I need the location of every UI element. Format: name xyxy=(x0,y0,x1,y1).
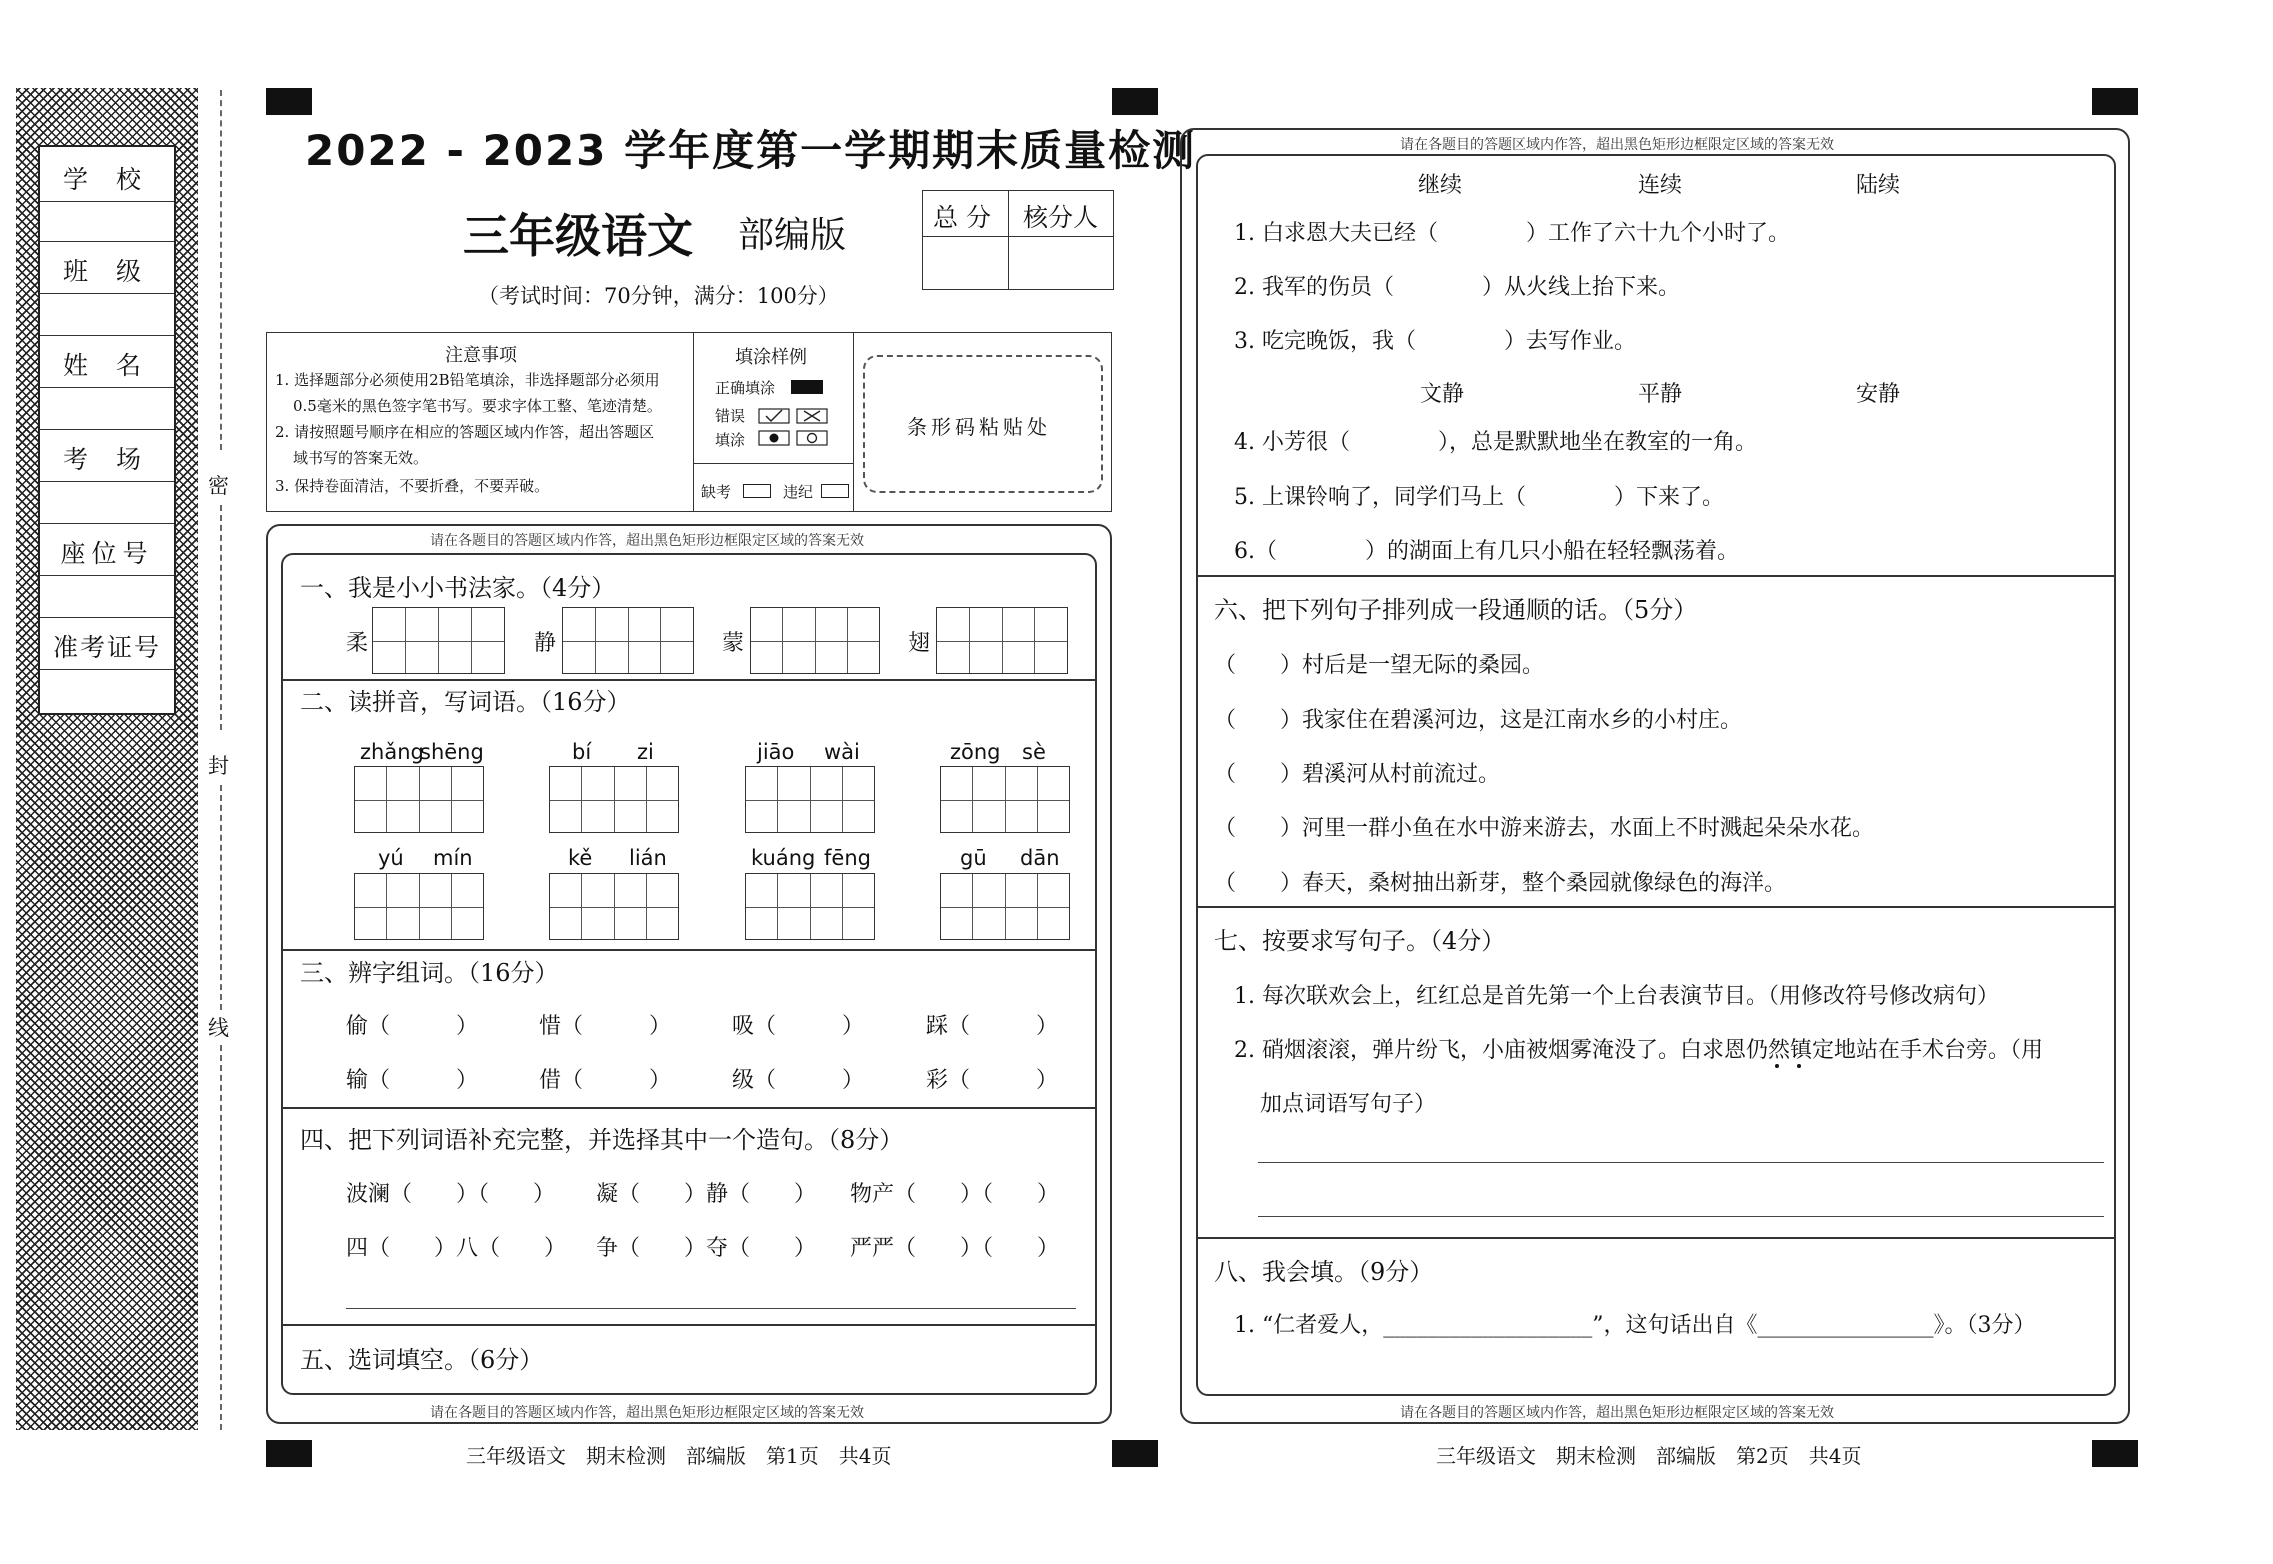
answer-line[interactable] xyxy=(1258,1162,2104,1163)
q3-item: 级（ ） xyxy=(732,1068,865,1093)
q5-word-option: 连续 xyxy=(1638,173,1683,198)
barcode-label: 条形码粘贴处 xyxy=(907,415,1051,439)
q6-item: （ ）我家住在碧溪河边，这是江南水乡的小村庄。 xyxy=(1214,708,1743,733)
name-label: 姓 名 xyxy=(63,351,151,380)
q5-item: 3. 吃完晚饭，我（ ）去写作业。 xyxy=(1234,329,1636,354)
seat-number-label: 座位号 xyxy=(60,539,154,568)
q6-item: （ ）春天，桑树抽出新芽，整个桑园就像绿色的海洋。 xyxy=(1214,871,1787,896)
page2-footer: 三年级语文 期末检测 部编版 第2页 共4页 xyxy=(1436,1444,1862,1468)
writing-grid[interactable] xyxy=(549,766,679,833)
q5-word-option: 安静 xyxy=(1856,382,1901,407)
writing-grid[interactable] xyxy=(745,873,875,940)
notes-line: 2. 请按照题号顺序在相应的答题区域内作答，超出答题区 xyxy=(275,423,655,441)
writing-grid[interactable] xyxy=(940,873,1070,940)
wrong-fill-examples-icon xyxy=(757,407,837,447)
registration-mark xyxy=(266,88,312,115)
q1-char: 蒙 xyxy=(722,631,745,656)
q3-title: 三、辨字组词。（16分） xyxy=(300,959,559,987)
writing-grid[interactable] xyxy=(549,873,679,940)
seal-line xyxy=(220,90,222,450)
section-divider xyxy=(281,1107,1097,1109)
section-divider xyxy=(1196,575,2116,577)
pinyin: dān xyxy=(1020,846,1060,870)
exam-room-label: 考 场 xyxy=(63,445,151,474)
q5-word-option: 平静 xyxy=(1638,382,1683,407)
notes-line: 0.5毫米的黑色签字笔书写。要求字体工整、笔迹清楚。 xyxy=(293,397,662,415)
pinyin: sè xyxy=(1022,740,1046,764)
registration-mark xyxy=(1112,1440,1158,1467)
fill-correct-label: 正确填涂 xyxy=(715,379,776,397)
answer-area-warning: 请在各题目的答题区域内作答，超出黑色矩形边框限定区域的答案无效 xyxy=(430,533,864,549)
q5-item: 2. 我军的伤员（ ）从火线上抬下来。 xyxy=(1234,275,1680,300)
registration-mark xyxy=(2092,88,2138,115)
q4-item: 严严（ ）（ ） xyxy=(850,1236,1060,1261)
pinyin: wài xyxy=(824,740,860,764)
q1-title: 一、我是小小书法家。（4分） xyxy=(300,574,616,602)
q5-word-option: 继续 xyxy=(1418,173,1463,198)
q1-char: 柔 xyxy=(346,631,369,656)
subject-title: 三年级语文 xyxy=(463,209,693,263)
q6-title: 六、把下列句子排列成一段通顺的话。（5分） xyxy=(1214,596,1698,624)
seal-line xyxy=(220,785,222,1010)
q5-item: 6.（ ）的湖面上有几只小船在轻轻飘荡着。 xyxy=(1234,539,1739,564)
fill-wrong-label-2: 填涂 xyxy=(715,431,746,449)
q5-item: 5. 上课铃响了，同学们马上（ ）下来了。 xyxy=(1234,485,1724,510)
seal-line xyxy=(220,505,222,730)
q6-item: （ ）村后是一望无际的桑园。 xyxy=(1214,653,1545,678)
q3-item: 踩（ ） xyxy=(926,1014,1059,1039)
pinyin: jiāo xyxy=(757,740,795,764)
pinyin: fēng xyxy=(824,846,871,870)
q3-item: 惜（ ） xyxy=(539,1014,672,1039)
absent-label: 缺考 xyxy=(701,483,732,501)
section-divider xyxy=(281,679,1097,681)
writing-grid[interactable] xyxy=(354,766,484,833)
q1-char: 静 xyxy=(534,631,557,656)
q5-item: 4. 小芳很（ ），总是默默地坐在教室的一角。 xyxy=(1234,430,1757,455)
writing-grid[interactable] xyxy=(562,607,694,674)
pinyin: mín xyxy=(433,846,473,870)
absent-checkbox[interactable] xyxy=(743,484,771,498)
section-divider xyxy=(281,1324,1097,1326)
notes-line: 1. 选择题部分必须使用2B铅笔填涂，非选择题部分必须用 xyxy=(275,371,660,389)
registration-mark xyxy=(266,1440,312,1467)
q8-title: 八、我会填。（9分） xyxy=(1214,1258,1434,1286)
violation-checkbox[interactable] xyxy=(821,484,849,498)
pinyin: zi xyxy=(637,740,654,764)
q4-item: 四（ ）八（ ） xyxy=(346,1236,567,1261)
registration-mark xyxy=(2092,1440,2138,1467)
q4-item: 波澜（ ）（ ） xyxy=(346,1182,556,1207)
emphasis-dot xyxy=(1797,1064,1801,1068)
q1-char: 翅 xyxy=(908,631,931,656)
q8-item: 1. “仁者爱人，___________________”，这句话出自《________________》。（3分） xyxy=(1234,1313,2036,1338)
section-divider xyxy=(1196,906,2116,908)
q6-item: （ ）碧溪河从村前流过。 xyxy=(1214,762,1501,787)
registration-mark xyxy=(1112,88,1158,115)
pinyin: kě xyxy=(568,846,593,870)
answer-area-warning: 请在各题目的答题区域内作答，超出黑色矩形边框限定区域的答案无效 xyxy=(430,1405,864,1421)
notes-box xyxy=(266,332,1112,512)
pinyin: zōng xyxy=(950,740,1001,764)
q3-item: 彩（ ） xyxy=(926,1068,1059,1093)
pinyin: yú xyxy=(378,846,404,870)
writing-grid[interactable] xyxy=(750,607,880,674)
q3-item: 吸（ ） xyxy=(732,1014,865,1039)
q3-item: 偷（ ） xyxy=(346,1014,479,1039)
student-info-box xyxy=(38,145,176,715)
q5-title: 五、选词填空。（6分） xyxy=(300,1346,544,1374)
writing-grid[interactable] xyxy=(354,873,484,940)
emphasis-dot xyxy=(1775,1064,1779,1068)
answer-line[interactable] xyxy=(1258,1216,2104,1217)
q6-item: （ ）河里一群小鱼在水中游来游去，水面上不时溅起朵朵水花。 xyxy=(1214,816,1875,841)
writing-grid[interactable] xyxy=(745,766,875,833)
q7-item: 2. 硝烟滚滚，弹片纷飞，小庙被烟雾淹没了。白求恩仍然镇定地站在手术台旁。（用 xyxy=(1234,1038,2043,1063)
q5-item: 1. 白求恩大夫已经（ ）工作了六十九个小时了。 xyxy=(1234,221,1790,246)
class-label: 班 级 xyxy=(63,257,151,286)
seal-char-mi: 密 xyxy=(208,470,229,500)
answer-line[interactable] xyxy=(346,1308,1076,1309)
pinyin: kuáng xyxy=(751,846,816,870)
q5-word-option: 陆续 xyxy=(1856,173,1901,198)
page1-footer: 三年级语文 期末检测 部编版 第1页 共4页 xyxy=(466,1444,892,1468)
writing-grid[interactable] xyxy=(936,607,1068,674)
score-checker-label: 核分人 xyxy=(1023,203,1099,232)
pinyin: shēng xyxy=(420,740,484,764)
exam-id-label: 准考证号 xyxy=(52,633,161,662)
q3-item: 输（ ） xyxy=(346,1068,479,1093)
q4-item: 物产（ ）（ ） xyxy=(850,1182,1060,1207)
school-label: 学 校 xyxy=(63,165,151,194)
q4-item: 争（ ）夺（ ） xyxy=(596,1236,817,1261)
answer-area-warning: 请在各题目的答题区域内作答，超出黑色矩形边框限定区域的答案无效 xyxy=(1400,137,1834,153)
seal-char-feng: 封 xyxy=(208,754,229,778)
q5-word-option: 文静 xyxy=(1420,382,1465,407)
fill-sample-title: 填涂样例 xyxy=(735,347,807,368)
pinyin: zhǎng xyxy=(360,740,424,764)
score-table xyxy=(922,190,1114,290)
exam-info: （考试时间：70分钟，满分：100分） xyxy=(478,284,839,308)
q4-title: 四、把下列词语补充完整，并选择其中一个造句。（8分） xyxy=(300,1126,904,1154)
filled-bubble-icon xyxy=(791,380,823,394)
answer-area-warning: 请在各题目的答题区域内作答，超出黑色矩形边框限定区域的答案无效 xyxy=(1400,1405,1834,1421)
total-score-label: 总 分 xyxy=(933,203,991,232)
pinyin: lián xyxy=(629,846,667,870)
fill-wrong-label: 错误 xyxy=(715,407,746,425)
section-divider xyxy=(1196,1237,2116,1239)
q7-title: 七、按要求写句子。（4分） xyxy=(1214,927,1506,955)
section-divider xyxy=(281,949,1097,951)
exam-title: 2022 - 2023 学年度第一学期期末质量检测 xyxy=(305,126,1197,175)
pinyin: gū xyxy=(960,846,987,870)
q2-title: 二、读拼音，写词语。（16分） xyxy=(300,688,631,716)
seal-char-xian: 线 xyxy=(208,1016,229,1040)
violation-label: 违纪 xyxy=(783,483,814,501)
seal-line xyxy=(220,1045,222,1430)
q4-item: 凝（ ）静（ ） xyxy=(596,1182,817,1207)
pinyin: bí xyxy=(572,740,592,764)
writing-grid[interactable] xyxy=(372,607,505,674)
edition-label: 部编版 xyxy=(738,215,847,256)
q7-item: 1. 每次联欢会上，红红总是首先第一个上台表演节目。（用修改符号修改病句） xyxy=(1234,984,1999,1009)
writing-grid[interactable] xyxy=(940,766,1070,833)
notes-line: 域书写的答案无效。 xyxy=(293,449,429,467)
notes-line: 3. 保持卷面清洁，不要折叠，不要弄破。 xyxy=(275,477,550,495)
q3-item: 借（ ） xyxy=(539,1068,672,1093)
q7-item: 加点词语写句子） xyxy=(1260,1092,1437,1117)
notes-title: 注意事项 xyxy=(445,345,517,366)
